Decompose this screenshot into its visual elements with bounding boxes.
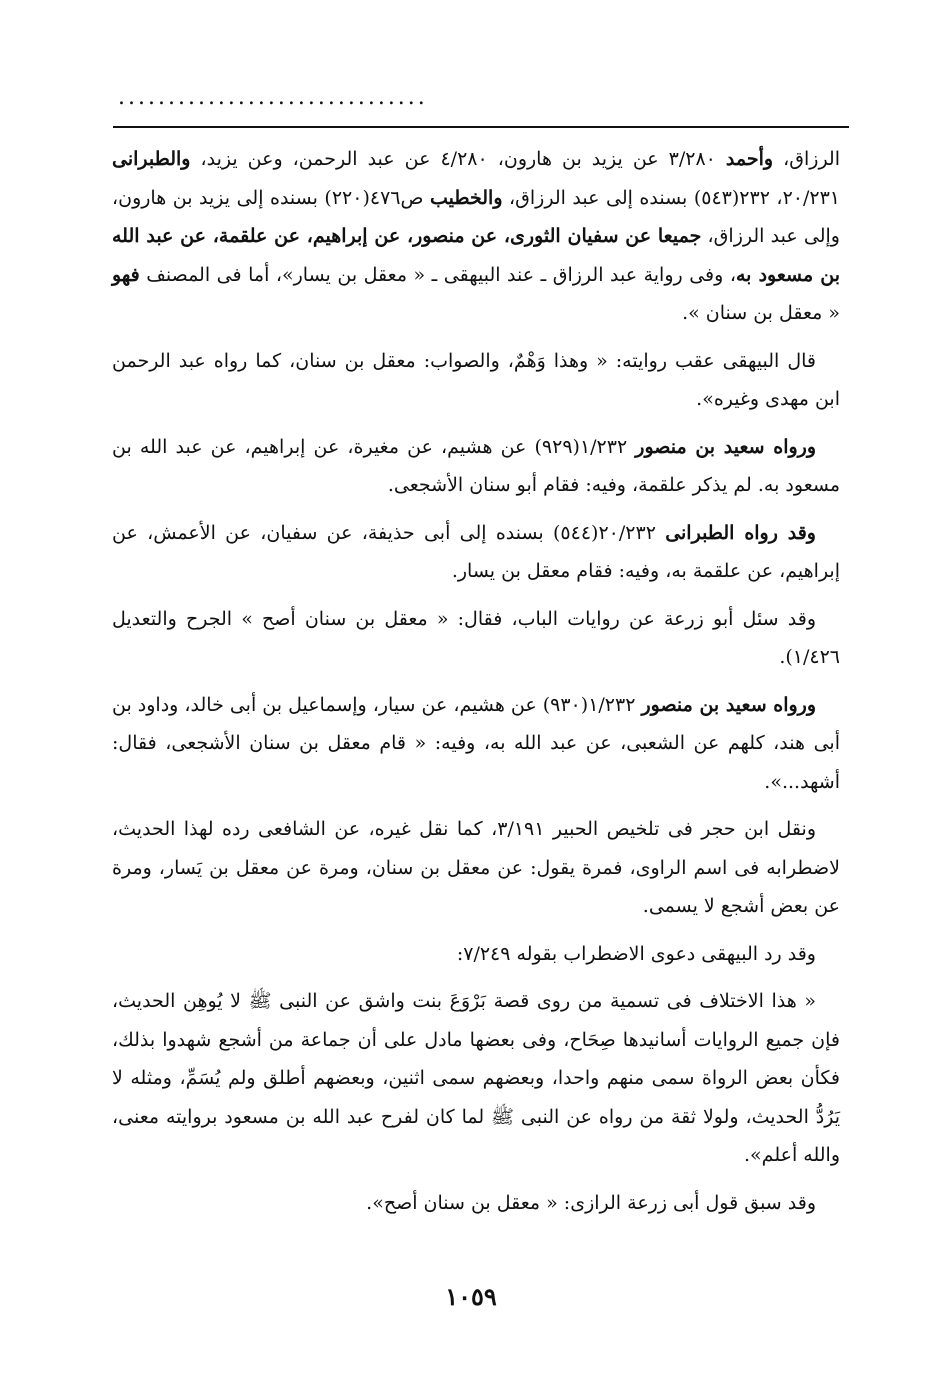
text-segment: ٣/٢٨٠ عن يزيد بن هارون، ٤/٢٨٠ عن عبد الرحمن، وعن يزيد،: [190, 148, 726, 170]
text-segment: « هذا الاختلاف فى تسمية من روى قصة بَرْوَعَ بنت واشق عن النبى ﷺ لا يُوهِن الحديث، فإن جميع الروايات أسانيدها صِحَاح، وفى بعضها مادل على أن جماعة من أشجع شهدوا بذلك، فكأن بعض الرواة سمى منهم واحدا، وبعضهم سمى اثنين، وبعضهم أطلق ولم يُسَمِّ، ومثله لا يَرُدُّ الحديث، ولولا ثقة من رواه عن النبى ﷺ لما كان لفرح عبد الله بن مسعود بروايته معنى، والله أعلم».: [112, 990, 840, 1166]
text-segment: ، وفى رواية عبد الرزاق ـ عند البيهقى ـ « معقل بن يسار»، أما فى المصنف: [139, 263, 736, 286]
bold-text-segment: والخطيب: [430, 186, 503, 209]
paragraph: [112, 514, 840, 591]
text-segment: وقد رد البيهقى دعوى الاضطراب بقوله ٧/٢٤٩:: [456, 942, 816, 965]
header-dotted-line: ...............................: [118, 86, 428, 110]
text-segment: ٢٠/٢٣١، ٢٣٢(٥٤٣) بسنده إلى عبد الرزاق،: [502, 186, 840, 209]
text-segment: وقد سئل أبو زرعة عن روايات الباب، فقال: « معقل بن سنان أصح » الجرح والتعديل ١/٤٢٦).: [112, 607, 840, 668]
text-segment: ونقل ابن حجر فى تلخيص الحبير ٣/١٩١، كما نقل غيره، عن الشافعى رده لهذا الحديث، لاضطرابه فى اسم الراوى، فمرة يقول: عن معقل بن سنان، ومرة عن معقل بن يَسار، ومرة عن بعض أشجع لا يسمى.: [112, 818, 840, 917]
text-segment: الرزاق،: [773, 148, 840, 170]
paragraph: [112, 686, 840, 802]
text-segment: ٢٠/٢٣٢(٥٤٤) بسنده إلى أبى حذيفة، عن سفيان، عن الأعمش، عن إبراهيم، عن علقمة به، وفيه: فقام معقل بن يسار.: [112, 521, 840, 582]
bold-text-segment: وقد رواه الطبرانى: [665, 521, 816, 544]
header-rule: [113, 126, 849, 128]
paragraph: [112, 982, 840, 1175]
paragraph: [112, 428, 840, 505]
text-segment: قال البيهقى عقب روايته: « وهذا وَهْمٌ، والصواب: معقل بن سنان، كما رواه عبد الرحمن ابن مهدى وغيره».: [112, 349, 840, 410]
paragraph: [112, 342, 840, 419]
page-number: ١٠٥٩: [445, 1282, 497, 1311]
bold-text-segment: وأحمد: [725, 148, 774, 170]
paragraph: [112, 935, 840, 974]
text-segment: ١/٢٣٢(٩٣٠) عن هشيم، عن سيار، وإسماعيل بن أبى خالد، وداود بن أبى هند، كلهم عن الشعبى، عن عبد الله به، وفيه: « قام معقل بن سنان الأشجعى، فقال: أشهد...».: [112, 693, 840, 793]
text-segment: ص٤٧٦(٢٢٠) بسنده إلى يزيد بن هارون، وإلى عبد الرزاق،: [112, 186, 840, 247]
paragraph: [112, 600, 840, 677]
footnote-body: [112, 140, 840, 1231]
text-segment: ١/٢٣٢(٩٢٩) عن هشيم، عن مغيرة، عن إبراهيم، عن عبد الله بن مسعود به. لم يذكر علقمة، وفيه: فقام أبو سنان الأشجعى.: [112, 435, 840, 496]
paragraph: [112, 140, 840, 333]
paragraph: [112, 810, 840, 926]
bold-text-segment: جميعا عن سفيان الثورى، عن منصور، عن إبراهيم، عن علقمة، عن عبد الله بن مسعود به: [112, 225, 840, 286]
bold-text-segment: والطبرانى: [112, 148, 191, 170]
bold-text-segment: ورواه سعيد بن منصور: [641, 693, 816, 716]
bold-text-segment: فهو: [112, 263, 140, 286]
bold-text-segment: ورواه سعيد بن منصور: [635, 435, 816, 458]
text-segment: « معقل بن سنان ».: [682, 302, 840, 324]
text-segment: وقد سبق قول أبى زرعة الرازى: « معقل بن سنان أصح».: [366, 1191, 816, 1214]
paragraph: [112, 1184, 840, 1223]
